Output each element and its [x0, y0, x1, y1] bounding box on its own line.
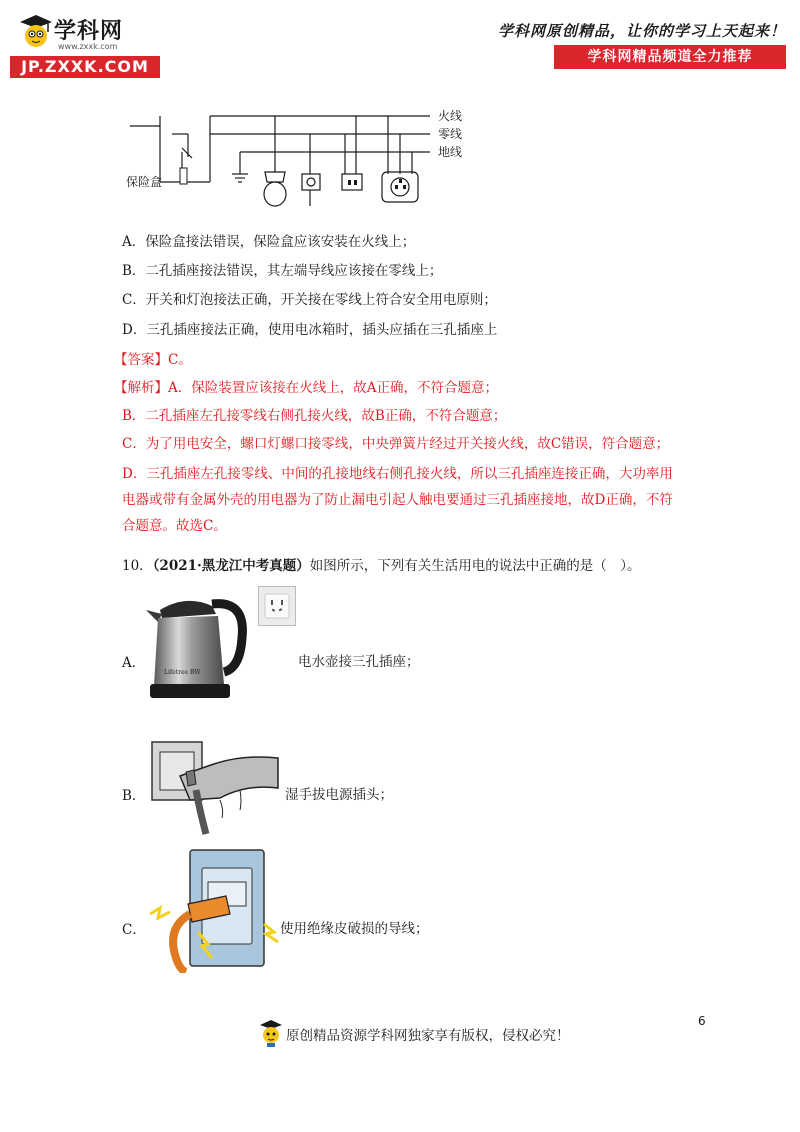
q9-analysis-d: D．三孔插座左孔接零线、中间的孔接地线右侧孔接火线，所以三孔插座连接正确，大功率用电器或带有金属外壳的用电器为了防止漏电引起人触电要通过三孔插座接地，故D正确，不符合题意。故选C。 — [122, 466, 673, 534]
q10-option-c-text: 使用绝缘皮破损的导线； — [280, 921, 429, 937]
q9-option-c: C．开关和灯泡接法正确，开关接在零线上符合安全用电原则； — [122, 292, 497, 308]
ground-wire-label: 地线 — [438, 145, 463, 159]
q10-question: 如图所示，下列有关生活用电的说法中正确的是（ ）。 — [309, 558, 641, 574]
damaged-wire-image — [146, 848, 281, 973]
logo-domain: www.zxxk.com — [58, 42, 118, 51]
mascot-icon — [14, 12, 54, 54]
kettle-brand: Lifetree BW — [164, 669, 201, 676]
q10-option-a-text: 电水壶接三孔插座； — [298, 654, 420, 670]
q10-option-a-label: A． — [122, 655, 146, 671]
q10-option-b-text: 湿手拔电源插头； — [285, 787, 393, 803]
wet-hand-plug-image — [150, 740, 280, 835]
logo-url-banner: JP.ZXXK.COM — [10, 56, 160, 78]
site-logo[interactable] — [10, 12, 160, 74]
q9-analysis-b: B．二孔插座左孔接零线右侧孔接火线，故B正确，不符合题意； — [122, 408, 507, 424]
q10-source: （2021·黑龙江中考真题） — [152, 558, 310, 574]
q9-analysis-a: 【解析】A．保险装置应该接在火线上，故A正确，不符合题意； — [114, 380, 498, 396]
q9-option-d: D．三孔插座接法正确，使用电冰箱时，插头应插在三孔插座上 — [122, 322, 498, 338]
q10-number: 10． — [122, 558, 153, 574]
footer-copyright: 原创精品资源学科网独家享有版权，侵权必究！ — [286, 1028, 570, 1044]
live-wire-label: 火线 — [438, 109, 463, 123]
footer-mascot-icon — [258, 1018, 284, 1048]
neutral-wire-label: 零线 — [438, 127, 463, 141]
q9-analysis-c: C．为了用电安全，螺口灯螺口接零线，中央弹簧片经过开关接火线，故C错误，符合题意； — [122, 436, 670, 452]
q9-option-a: A．保险盒接法错误，保险盒应该安装在火线上； — [122, 234, 416, 250]
circuit-diagram — [120, 102, 480, 212]
q10-option-b-label: B． — [122, 788, 146, 804]
q9-option-b: B．二孔插座接法错误，其左端导线应该接在零线上； — [122, 263, 443, 279]
header-banner: 学科网精品频道全力推荐 — [554, 45, 786, 69]
fuse-box-label: 保险盒 — [126, 175, 163, 189]
q10-stem — [122, 556, 640, 576]
logo-title: 学科网 — [54, 19, 124, 44]
header-slogan: 学科网原创精品，让你的学习上天起来！ — [497, 22, 786, 40]
page-number: 6 — [698, 1014, 706, 1028]
q10-option-c-label: C． — [122, 922, 146, 938]
electric-kettle-image — [140, 588, 248, 706]
wall-socket-image — [258, 586, 296, 626]
q9-answer: 【答案】C。 — [114, 352, 192, 368]
